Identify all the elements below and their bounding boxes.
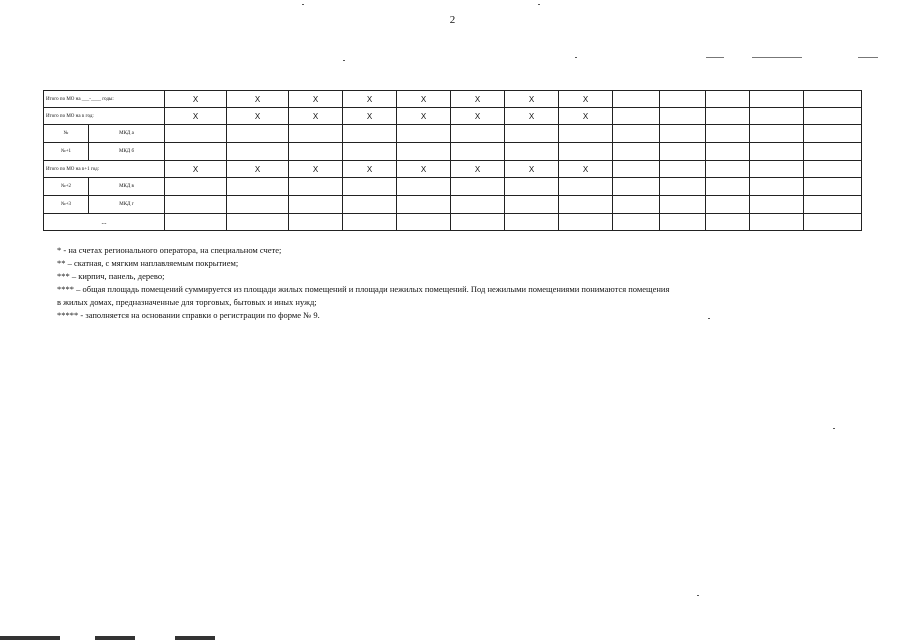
empty-cell: [451, 178, 505, 196]
empty-cell: [343, 214, 397, 231]
empty-cell: [227, 196, 289, 214]
empty-cell: [804, 161, 862, 178]
empty-cell: [804, 91, 862, 108]
mark-cell: X: [505, 161, 559, 178]
empty-cell: [804, 108, 862, 125]
empty-cell: [451, 196, 505, 214]
table-row: [44, 108, 862, 125]
scan-edge-mark: [175, 636, 215, 640]
empty-cell: [804, 214, 862, 231]
house-name-cell: МКД б: [89, 143, 165, 161]
footnote: в жилых домах, предназначенные для торговых, бытовых и иных нужд;: [57, 297, 317, 307]
empty-cell: [505, 196, 559, 214]
mark-cell: X: [227, 108, 289, 125]
empty-cell: [505, 178, 559, 196]
empty-cell: [750, 161, 804, 178]
house-number-cell: №: [44, 125, 89, 143]
empty-cell: [451, 143, 505, 161]
empty-cell: [505, 214, 559, 231]
scan-mark: [858, 57, 878, 58]
empty-cell: [613, 196, 660, 214]
empty-cell: [227, 178, 289, 196]
empty-cell: [451, 125, 505, 143]
empty-cell: [613, 178, 660, 196]
empty-cell: [660, 143, 706, 161]
mark-cell: X: [451, 91, 505, 108]
empty-cell: [706, 196, 750, 214]
empty-cell: [397, 214, 451, 231]
empty-cell: [613, 125, 660, 143]
empty-cell: [505, 143, 559, 161]
mark-cell: X: [227, 91, 289, 108]
empty-cell: [750, 108, 804, 125]
row-total-label: Итого по МО на n год:: [44, 108, 165, 125]
empty-cell: [227, 125, 289, 143]
empty-cell: [343, 125, 397, 143]
empty-cell: [613, 161, 660, 178]
empty-cell: [750, 143, 804, 161]
mark-cell: X: [165, 91, 227, 108]
empty-cell: [397, 143, 451, 161]
mark-cell: X: [505, 91, 559, 108]
empty-cell: [706, 161, 750, 178]
empty-cell: [165, 125, 227, 143]
empty-cell: [660, 161, 706, 178]
footnote: **** – общая площадь помещений суммируется из площади жилых помещений и площади нежилых помещений. Под нежилыми помещениями понимаются помещения: [57, 284, 670, 294]
row-total-label: Итого по МО на ___-____ годы:: [44, 91, 165, 108]
empty-cell: [804, 196, 862, 214]
empty-cell: [559, 125, 613, 143]
house-number-cell: №+2: [44, 178, 89, 196]
empty-cell: [706, 91, 750, 108]
continuation-cell: ...: [44, 214, 165, 231]
empty-cell: [750, 214, 804, 231]
empty-cell: [559, 178, 613, 196]
empty-cell: [165, 178, 227, 196]
empty-cell: [505, 125, 559, 143]
empty-cell: [397, 178, 451, 196]
empty-cell: [227, 214, 289, 231]
mark-cell: X: [343, 91, 397, 108]
page-number: 2: [449, 14, 456, 26]
empty-cell: [397, 125, 451, 143]
mark-cell: X: [451, 161, 505, 178]
mark-cell: X: [165, 108, 227, 125]
empty-cell: [706, 108, 750, 125]
empty-cell: [165, 143, 227, 161]
scan-speck: [575, 57, 577, 58]
mark-cell: X: [505, 108, 559, 125]
footnote: ***** - заполняется на основании справки о регистрации по форме № 9.: [57, 310, 320, 320]
empty-cell: [613, 214, 660, 231]
house-number-cell: №+1: [44, 143, 89, 161]
empty-cell: [660, 214, 706, 231]
scan-mark: [706, 57, 724, 58]
table-row: [44, 161, 862, 178]
mark-cell: X: [559, 161, 613, 178]
empty-cell: [660, 108, 706, 125]
empty-cell: [706, 143, 750, 161]
footnote: * - на счетах регионального оператора, на специальном счете;: [57, 245, 282, 255]
mark-cell: X: [397, 108, 451, 125]
empty-cell: [289, 143, 343, 161]
scan-speck: [343, 60, 345, 61]
empty-cell: [706, 214, 750, 231]
row-total-label: Итого по МО на n+1 год:: [44, 161, 165, 178]
empty-cell: [804, 178, 862, 196]
registry-table: [43, 90, 862, 231]
house-number-cell: №+3: [44, 196, 89, 214]
empty-cell: [750, 125, 804, 143]
empty-cell: [750, 178, 804, 196]
empty-cell: [706, 178, 750, 196]
mark-cell: X: [343, 161, 397, 178]
table-row: [44, 91, 862, 108]
empty-cell: [289, 178, 343, 196]
empty-cell: [660, 196, 706, 214]
scan-speck: [697, 595, 699, 596]
house-name-cell: МКД а: [89, 125, 165, 143]
scan-edge-mark: [95, 636, 135, 640]
empty-cell: [660, 178, 706, 196]
scan-mark: [752, 57, 802, 58]
empty-cell: [289, 125, 343, 143]
empty-cell: [559, 196, 613, 214]
empty-cell: [227, 143, 289, 161]
mark-cell: X: [165, 161, 227, 178]
mark-cell: X: [289, 161, 343, 178]
footnote: *** – кирпич, панель, дерево;: [57, 271, 165, 281]
empty-cell: [397, 196, 451, 214]
empty-cell: [750, 91, 804, 108]
table-row: [44, 125, 862, 143]
empty-cell: [343, 196, 397, 214]
house-name-cell: МКД в: [89, 178, 165, 196]
empty-cell: [343, 178, 397, 196]
empty-cell: [343, 143, 397, 161]
table-row: [44, 196, 862, 214]
mark-cell: X: [289, 91, 343, 108]
mark-cell: X: [397, 161, 451, 178]
empty-cell: [613, 91, 660, 108]
table-row: [44, 178, 862, 196]
mark-cell: X: [289, 108, 343, 125]
mark-cell: X: [397, 91, 451, 108]
empty-cell: [289, 214, 343, 231]
empty-cell: [660, 125, 706, 143]
empty-cell: [165, 196, 227, 214]
empty-cell: [613, 108, 660, 125]
empty-cell: [706, 125, 750, 143]
empty-cell: [613, 143, 660, 161]
mark-cell: X: [343, 108, 397, 125]
empty-cell: [660, 91, 706, 108]
scan-speck: [833, 428, 835, 429]
empty-cell: [289, 196, 343, 214]
scan-edge-mark: [0, 636, 60, 640]
footnotes: [57, 244, 857, 322]
empty-cell: [804, 143, 862, 161]
table-row: [44, 214, 862, 231]
empty-cell: [559, 214, 613, 231]
empty-cell: [559, 143, 613, 161]
table-row: [44, 143, 862, 161]
house-name-cell: МКД г: [89, 196, 165, 214]
footnote: ** – скатная, с мягким наплавляемым покрытием;: [57, 258, 239, 268]
scan-speck: [302, 4, 304, 5]
mark-cell: X: [451, 108, 505, 125]
mark-cell: X: [559, 91, 613, 108]
mark-cell: X: [559, 108, 613, 125]
scan-speck: [538, 4, 540, 5]
empty-cell: [165, 214, 227, 231]
empty-cell: [804, 125, 862, 143]
mark-cell: X: [227, 161, 289, 178]
empty-cell: [750, 196, 804, 214]
empty-cell: [451, 214, 505, 231]
